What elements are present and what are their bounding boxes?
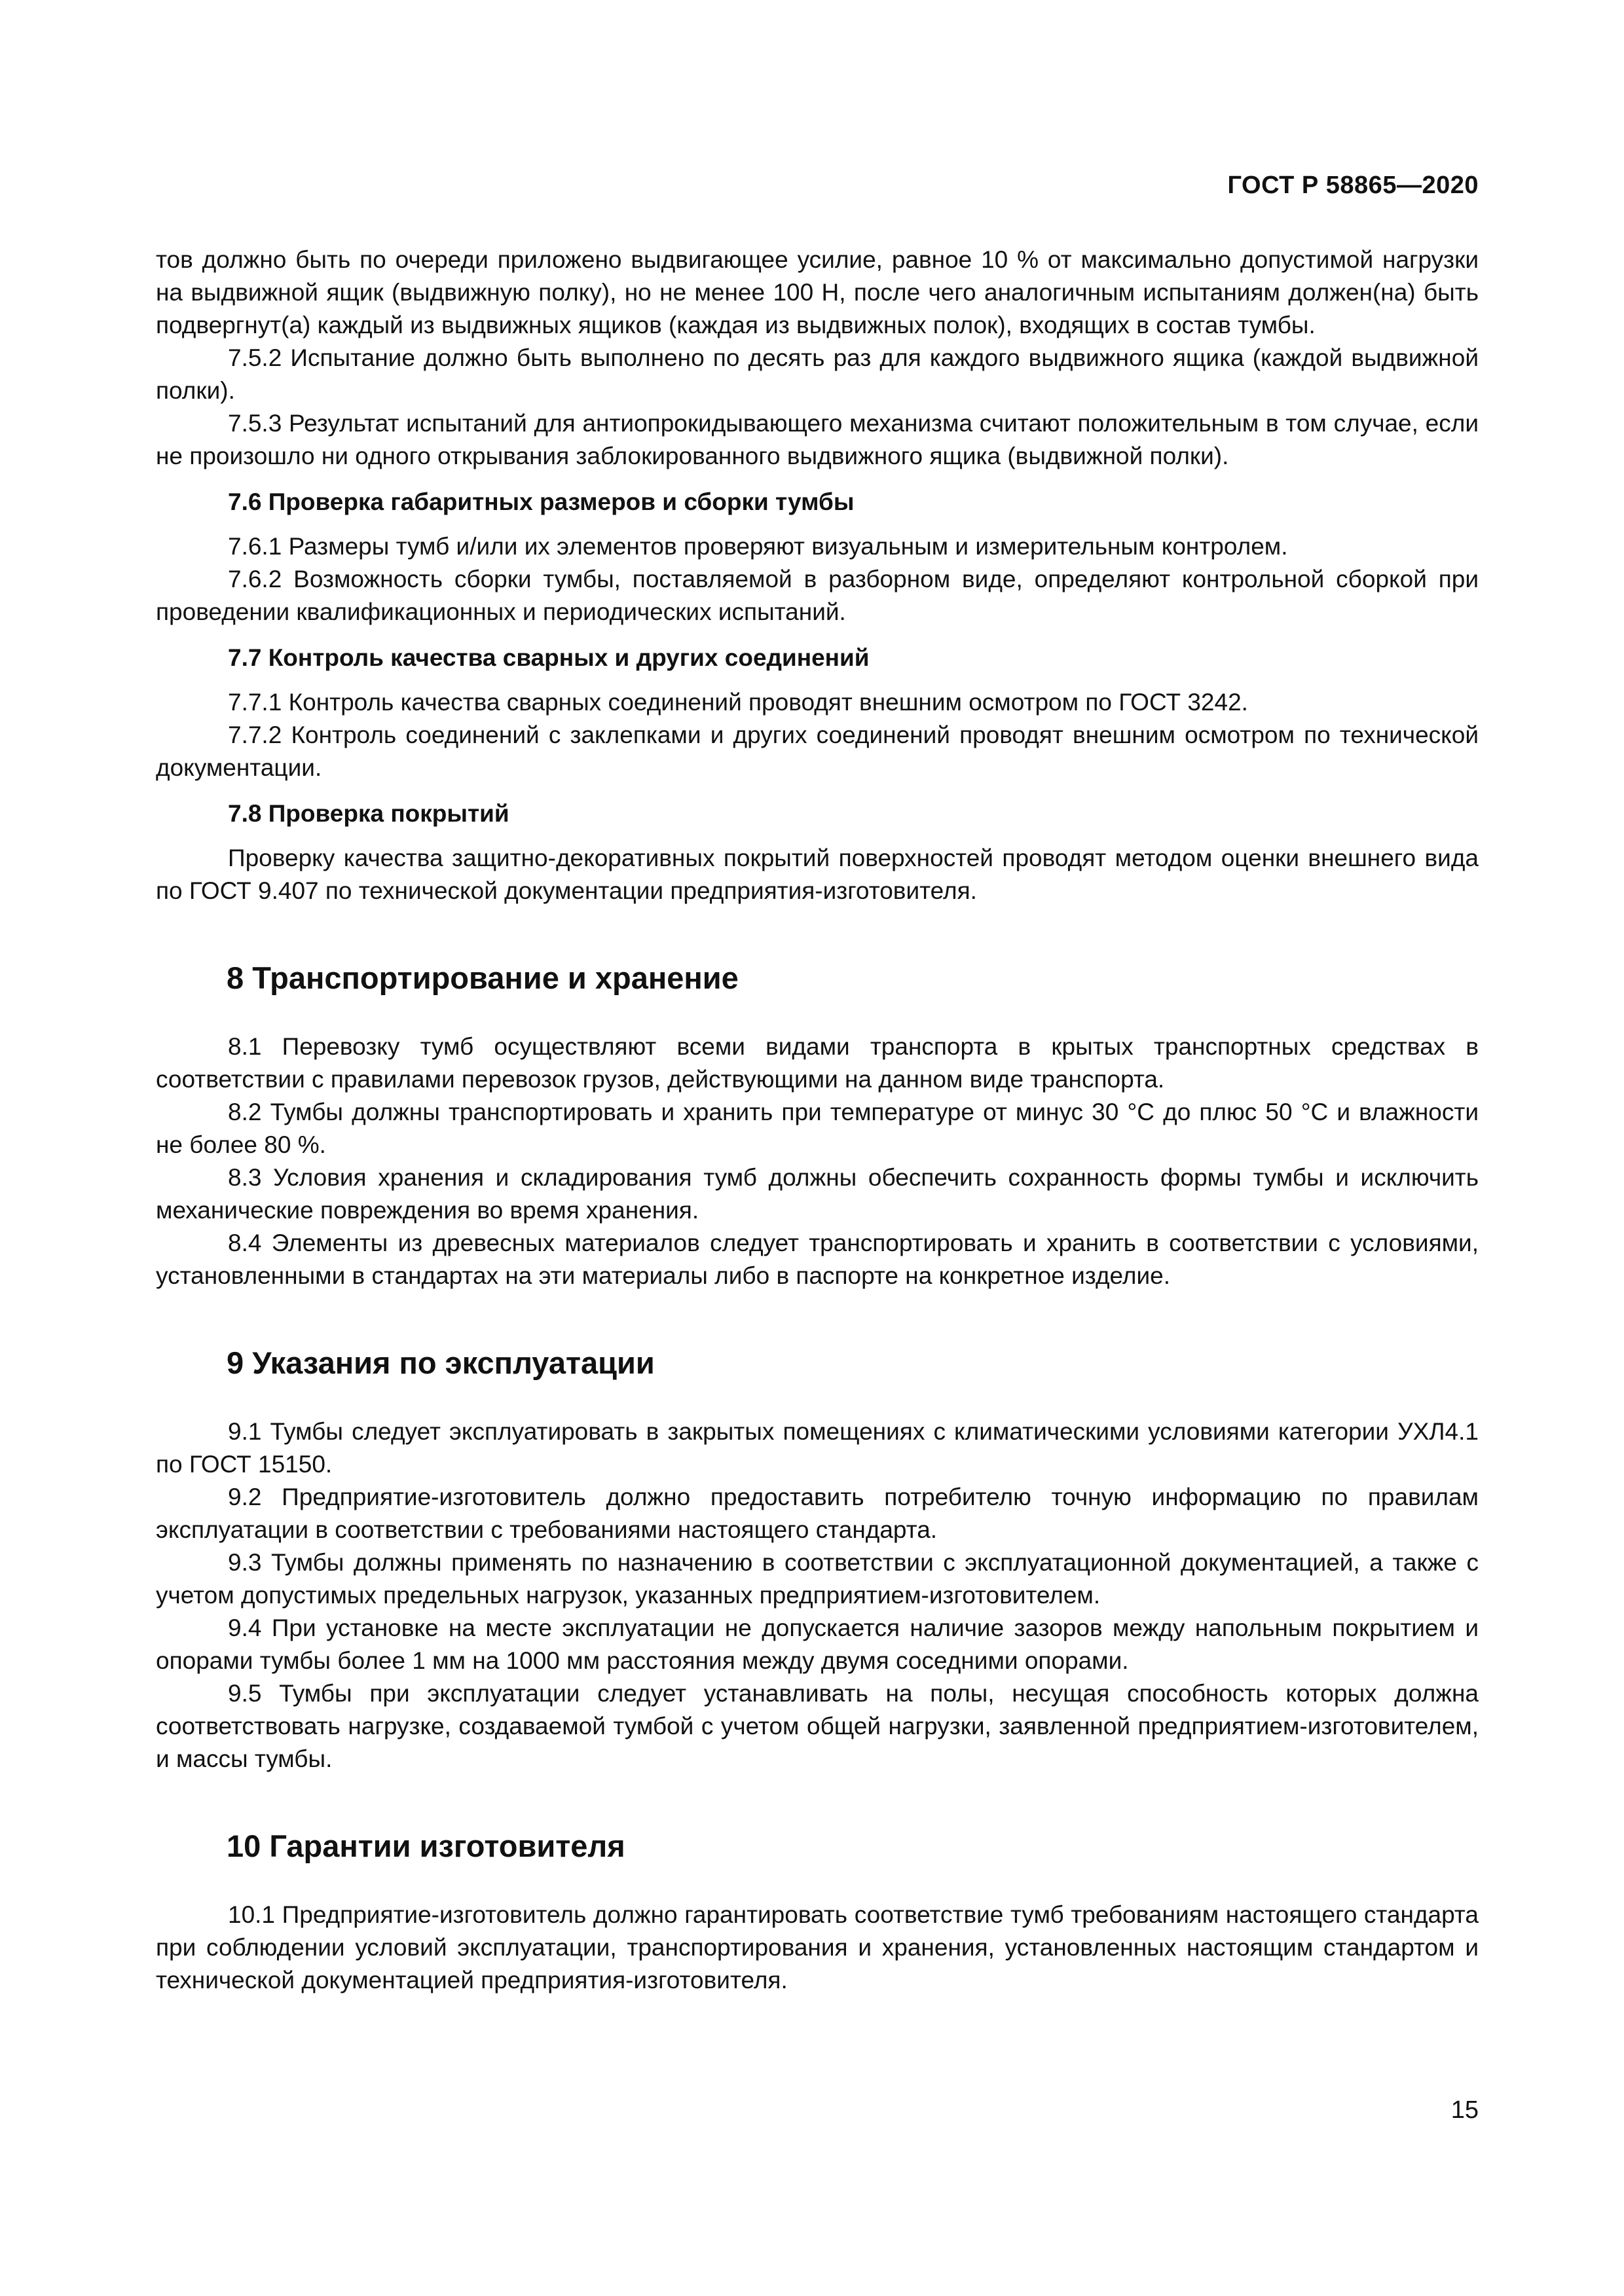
subsection-heading-7-6: 7.6 Проверка габаритных размеров и сборки тумбы (228, 488, 855, 515)
page-body (156, 244, 1479, 1997)
paragraph-9-1: 9.1 Тумбы следует эксплуатировать в закрытых помещениях с климатическими условиями категории УХЛ4.1 по ГОСТ 15150. (156, 1418, 1479, 1478)
paragraph-7-7-1: 7.7.1 Контроль качества сварных соединений проводят внешним осмотром по ГОСТ 3242. (228, 689, 1248, 716)
paragraph-7-5-2: 7.5.2 Испытание должно быть выполнено по десять раз для каждого выдвижного ящика (каждой выдвижной полки). (156, 344, 1479, 404)
paragraph-7-8: Проверку качества защитно-декоративных покрытий поверхностей проводят методом оценки внешнего вида по ГОСТ 9.407 по технической документации предприятия-изготовителя. (156, 845, 1479, 904)
section-heading-9: 9 Указания по эксплуатации (227, 1345, 655, 1380)
paragraph-9-3: 9.3 Тумбы должны применять по назначению в соответствии с эксплуатационной документацией, а также с учетом допустимых предельных нагрузок, указанных предприятием-изготовителем. (156, 1549, 1479, 1609)
paragraph-8-3: 8.3 Условия хранения и складирования тумб должны обеспечить сохранность формы тумбы и исключить механические повреждения во время хранения. (156, 1164, 1479, 1224)
paragraph-7-6-2: 7.6.2 Возможность сборки тумбы, поставляемой в разборном виде, определяют контрольной сборкой при проведении квалификационных и периодических испытаний. (156, 566, 1479, 625)
page-number: 15 (1450, 2096, 1479, 2124)
subsection-heading-7-8: 7.8 Проверка покрытий (228, 800, 509, 827)
paragraph-9-5: 9.5 Тумбы при эксплуатации следует устанавливать на полы, несущая способность которых должна соответствовать нагрузке, создаваемой тумбой с учетом общей нагрузки, заявленной предприятием-изготовителем, и массы тумбы. (156, 1680, 1479, 1772)
paragraph-7-5-3: 7.5.3 Результат испытаний для антиопрокидывающего механизма считают положительным в том случае, если не произошло ни одного открывания заблокированного выдвижного ящика (выдвижной полки). (156, 410, 1479, 469)
paragraph-8-2: 8.2 Тумбы должны транспортировать и хранить при температуре от минус 30 °С до плюс 50 °С и влажности не более 80 %. (156, 1099, 1479, 1158)
document-code-header: ГОСТ Р 58865—2020 (1227, 172, 1479, 199)
section-heading-10: 10 Гарантии изготовителя (227, 1829, 625, 1863)
paragraph-9-2: 9.2 Предприятие-изготовитель должно предоставить потребителю точную информацию по правилам эксплуатации в соответствии с требованиями настоящего стандарта. (156, 1484, 1479, 1543)
paragraph-7-6-1: 7.6.1 Размеры тумб и/или их элементов проверяют визуальным и измерительным контролем. (228, 533, 1288, 560)
paragraph-8-4: 8.4 Элементы из древесных материалов следует транспортировать и хранить в соответствии с условиями, установленными в стандартах на эти материалы либо в паспорте на конкретное изделие. (156, 1230, 1479, 1289)
paragraph-9-4: 9.4 При установке на месте эксплуатации не допускается наличие зазоров между напольным покрытием и опорами тумбы более 1 мм на 1000 мм расстояния между двумя соседними опорами. (156, 1614, 1479, 1674)
paragraph-7-7-2: 7.7.2 Контроль соединений с заклепками и других соединений проводят внешним осмотром по технической документации. (156, 721, 1479, 781)
section-heading-8: 8 Транспортирование и хранение (227, 960, 739, 995)
paragraph-8-1: 8.1 Перевозку тумб осуществляют всеми видами транспорта в крытых транспортных средствах в соответствии с правилами перевозок грузов, действующими на данном виде транспорта. (156, 1033, 1479, 1093)
continued-paragraph: тов должно быть по очереди приложено выдвигающее усилие, равное 10 % от максимально допустимой нагрузки на выдвижной ящик (выдвижную полку), но не менее 100 Н, после чего аналогичным испытаниям должен(на) быть подвергнут(а) каждый из выдвижных ящиков (каждая из выдвижных полок), входящих в состав тумбы. (156, 246, 1479, 338)
paragraph-10-1: 10.1 Предприятие-изготовитель должно гарантировать соответствие тумб требованиям настоящего стандарта при соблюдении условий эксплуатации, транспортирования и хранения, установленных настоящим стандартом и технической документацией предприятия-изготовителя. (156, 1901, 1479, 1994)
subsection-heading-7-7: 7.7 Контроль качества сварных и других соединений (228, 644, 870, 671)
